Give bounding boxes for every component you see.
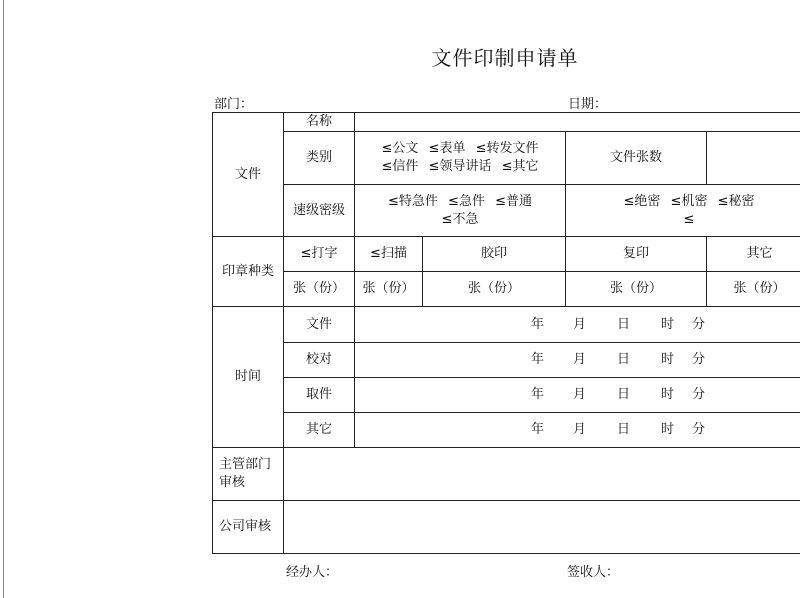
seal-type-other[interactable]: 其它	[707, 237, 800, 272]
time-row-datetime[interactable]: 年 月 日 时 分	[355, 378, 800, 413]
receiver-label: 签收人：	[567, 565, 620, 580]
page-edge-line	[3, 0, 4, 598]
category-options-line1	[357, 140, 563, 158]
seal-quantity-cell[interactable]: 张（份）	[284, 272, 355, 307]
seal-quantity-cell[interactable]: 张（份）	[566, 272, 707, 307]
seal-type-scanning[interactable]: ≤扫描	[355, 237, 423, 272]
category-options-line2	[357, 158, 563, 176]
seal-section-label: 印章种类	[213, 237, 284, 307]
secrecy-options[interactable]	[566, 185, 800, 237]
category-option[interactable]: ≤领导讲话	[428, 159, 492, 174]
time-row-datetime[interactable]: 年 月 日 时 分	[355, 307, 800, 343]
date-label: 日期：	[568, 97, 608, 112]
urgency-label: 速级密级	[284, 185, 355, 237]
secrecy-option[interactable]: ≤	[683, 211, 695, 227]
category-option[interactable]: ≤其它	[501, 159, 539, 174]
seal-type-copy[interactable]: 复印	[566, 237, 707, 272]
seal-quantity-cell[interactable]: 张（份）	[707, 272, 800, 307]
page-count-field[interactable]	[707, 132, 800, 185]
category-option[interactable]: ≤信件	[381, 159, 419, 174]
handler-label: 经办人：	[286, 565, 339, 580]
print-request-form	[212, 112, 800, 554]
time-row-label: 其它	[284, 413, 355, 448]
urgency-option[interactable]: ≤特急件	[388, 193, 438, 209]
secrecy-option[interactable]: ≤秘密	[717, 193, 755, 209]
time-row-label: 取件	[284, 378, 355, 413]
company-approval-field[interactable]	[284, 501, 800, 554]
category-option[interactable]: ≤表单	[428, 141, 466, 156]
department-label: 部门：	[214, 97, 254, 112]
time-row-datetime[interactable]: 年 月 日 时 分	[355, 343, 800, 378]
dept-approval-field[interactable]	[284, 448, 800, 501]
seal-type-offset[interactable]: 胶印	[423, 237, 566, 272]
time-row-label: 文件	[284, 307, 355, 343]
category-option[interactable]: ≤转发文件	[475, 141, 539, 156]
urgency-options[interactable]	[355, 185, 566, 237]
category-options[interactable]	[355, 132, 566, 185]
seal-quantity-cell[interactable]: 张（份）	[423, 272, 566, 307]
form-title: 文件印制申请单	[431, 46, 579, 70]
seal-type-typing[interactable]: ≤打字	[284, 237, 355, 272]
file-name-label: 名称	[284, 113, 355, 132]
page-count-label: 文件张数	[566, 132, 707, 185]
time-row-datetime[interactable]: 年 月 日 时 分	[355, 413, 800, 448]
urgency-option[interactable]: ≤普通	[495, 193, 532, 209]
seal-quantity-cell[interactable]: 张（份）	[355, 272, 423, 307]
category-option[interactable]: ≤公文	[381, 141, 419, 156]
urgency-option[interactable]: ≤不急	[441, 211, 479, 227]
company-approval-label: 公司审核	[213, 501, 284, 554]
secrecy-option[interactable]: ≤绝密	[623, 193, 661, 209]
time-section-label: 时间	[213, 307, 284, 448]
file-name-field[interactable]	[355, 113, 800, 132]
secrecy-option[interactable]: ≤机密	[670, 193, 708, 209]
time-row-label: 校对	[284, 343, 355, 378]
urgency-option[interactable]: ≤急件	[448, 193, 485, 209]
file-section-label: 文件	[213, 113, 284, 237]
dept-approval-label: 主管部门 审核	[213, 448, 284, 501]
category-label: 类别	[284, 132, 355, 185]
